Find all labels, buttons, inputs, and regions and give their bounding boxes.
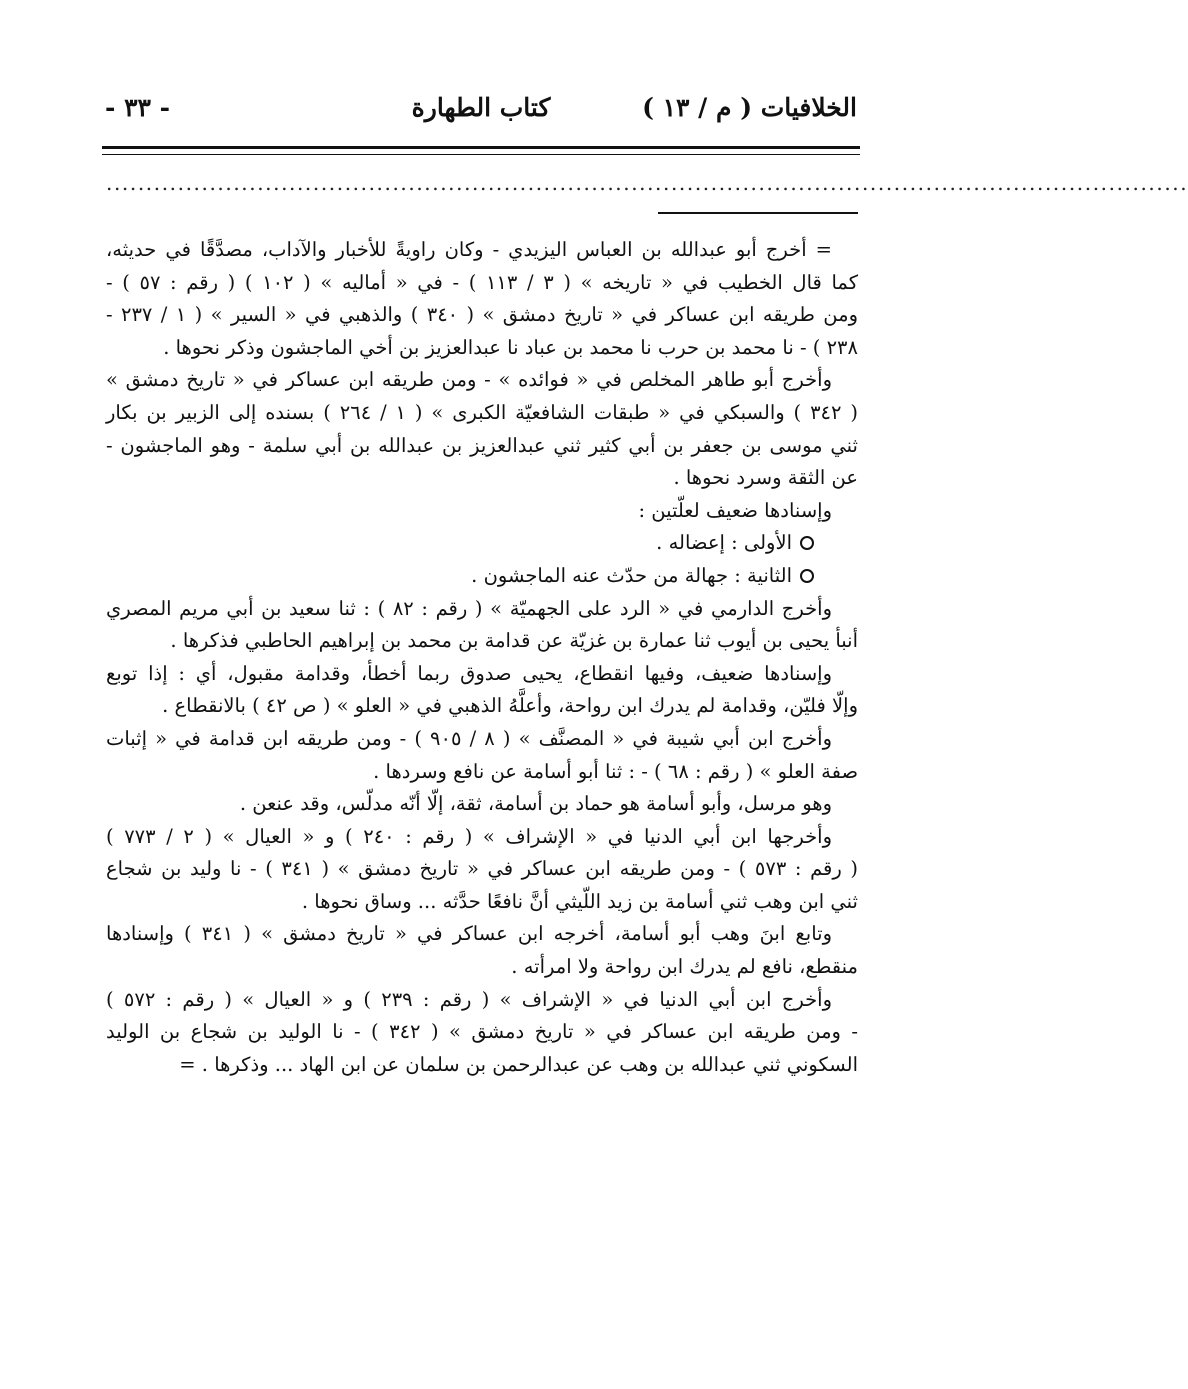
text-line: عن الثقة وسرد نحوها . <box>673 466 858 490</box>
bullet-text: الأولى : إعضاله . <box>656 531 792 555</box>
book-title: الخلافيات ( م / ١٣ ) <box>642 93 857 122</box>
text-line: ( ٣٤٢ ) والسبكي في « طبقات الشافعيّة الكبرى » ( ١ / ٢٦٤ ) بسنده إلى الزبير بن بكار <box>106 400 858 424</box>
text-line: وهو مرسل، وأبو أسامة هو حماد بن أسامة، ثقة، إلّا أنّه مدلّس، وقد عنعن . <box>239 792 832 816</box>
bullet-item <box>106 527 858 560</box>
text-line: ثني موسى بن جعفر بن أبي كثير ثني عبدالعزيز بن عبدالله بن أبي سلمة - وهو الماجشون - <box>106 433 858 457</box>
text-line: وأخرج أبو طاهر المخلص في « فوائده » - ومن طريقه ابن عساكر في « تاريخ دمشق » <box>106 368 832 392</box>
text-line: وأخرج ابن أبي الدنيا في « الإشراف » ( رقم : ٢٣٩ ) و « العيال » ( رقم : ٥٧٢ ) <box>106 987 833 1011</box>
circle-bullet-icon <box>800 536 814 550</box>
text-line: السكوني ثني عبدالله بن وهب عن عبدالرحمن بن سلمان عن ابن الهاد ... وذكرها . = <box>179 1052 858 1076</box>
text-line: ( رقم : ٥٧٣ ) - ومن طريقه ابن عساكر في « تاريخ دمشق » ( ٣٤١ ) - نا وليد بن شجاع <box>106 857 859 881</box>
circle-bullet-icon <box>800 569 814 583</box>
chapter-title: كتاب الطهارة <box>411 93 551 122</box>
page-number: - ٣٣ - <box>105 93 171 122</box>
text-line: وأخرج الدارمي في « الرد على الجهميّة » ( رقم : ٨٢ ) : ثنا سعيد بن أبي مريم المصري <box>106 596 832 620</box>
dotted-separator: ........................................................................................................................................ <box>106 171 1188 195</box>
text-line: وأخرج ابن أبي شيبة في « المصنَّف » ( ٨ / ٩٠٥ ) - ومن طريقه ابن قدامة في « إثبات <box>106 726 833 750</box>
text-line: ومن طريقه ابن عساكر في « تاريخ دمشق » ( ٣٤٠ ) والذهبي في « السير » ( ١ / ٢٣٧ - <box>106 303 858 327</box>
header-rule-thin <box>102 154 860 155</box>
bullet-item <box>106 560 858 593</box>
header-rule-thick <box>102 146 860 149</box>
page-header <box>105 88 857 128</box>
text-line: وإلّا فليّن، وقدامة لم يدرك ابن رواحة، وأعلَّهُ الذهبي في « العلو » ( ص ٤٢ ) بالانقطاع . <box>162 694 858 718</box>
text-line: وإسنادها ضعيف لعلّتين : <box>638 498 832 522</box>
text-line: صفة العلو » ( رقم : ٦٨ ) - : ثنا أبو أسامة عن نافع وسردها . <box>373 759 858 783</box>
text-line: وإسنادها ضعيف، وفيها انقطاع، يحيى صدوق ربما أخطأ، وقدامة مقبول، أي : إذا توبع <box>106 661 832 685</box>
bullet-text: الثانية : جهالة من حدّث عنه الماجشون . <box>471 563 792 587</box>
text-line: كما قال الخطيب في « تاريخه » ( ٣ / ١١٣ ) - في « أماليه » ( ١٠٢ ) ( رقم : ٥٧ ) - <box>106 270 858 294</box>
text-line: أنبأ يحيى بن أيوب ثنا عمارة بن غزيّة عن قدامة بن محمد بن إبراهيم الحاطبي فذكرها . <box>170 629 858 653</box>
text-line: ثني ابن وهب ثني أسامة بن زيد اللّيثي أنَّ نافعًا حدَّثه ... وساق نحوها . <box>301 889 858 913</box>
text-line: وتابع ابنَ وهب أبو أسامة، أخرجه ابن عساكر في « تاريخ دمشق » ( ٣٤١ ) وإسنادها <box>106 922 832 946</box>
text-line: وأخرجها ابن أبي الدنيا في « الإشراف » ( رقم : ٢٤٠ ) و « العيال » ( ٢ / ٧٧٣ ) <box>106 824 832 848</box>
text-line: - ومن طريقه ابن عساكر في « تاريخ دمشق » ( ٣٤٢ ) - نا الوليد بن شجاع بن الوليد <box>106 1020 859 1044</box>
footnote-rule <box>658 212 858 214</box>
text-line: ٢٣٨ ) - نا محمد بن حرب نا محمد بن عباد نا عبدالعزيز بن أخي الماجشون وذكر نحوها . <box>163 335 858 359</box>
text-line: منقطع، نافع لم يدرك ابن رواحة ولا امرأته . <box>511 955 858 979</box>
footnote-text <box>106 234 858 1081</box>
text-line: = أخرج أبو عبدالله بن العباس اليزيدي - وكان راويةً للأخبار والآداب، مصدَّقًا في حديثه، <box>106 238 832 261</box>
